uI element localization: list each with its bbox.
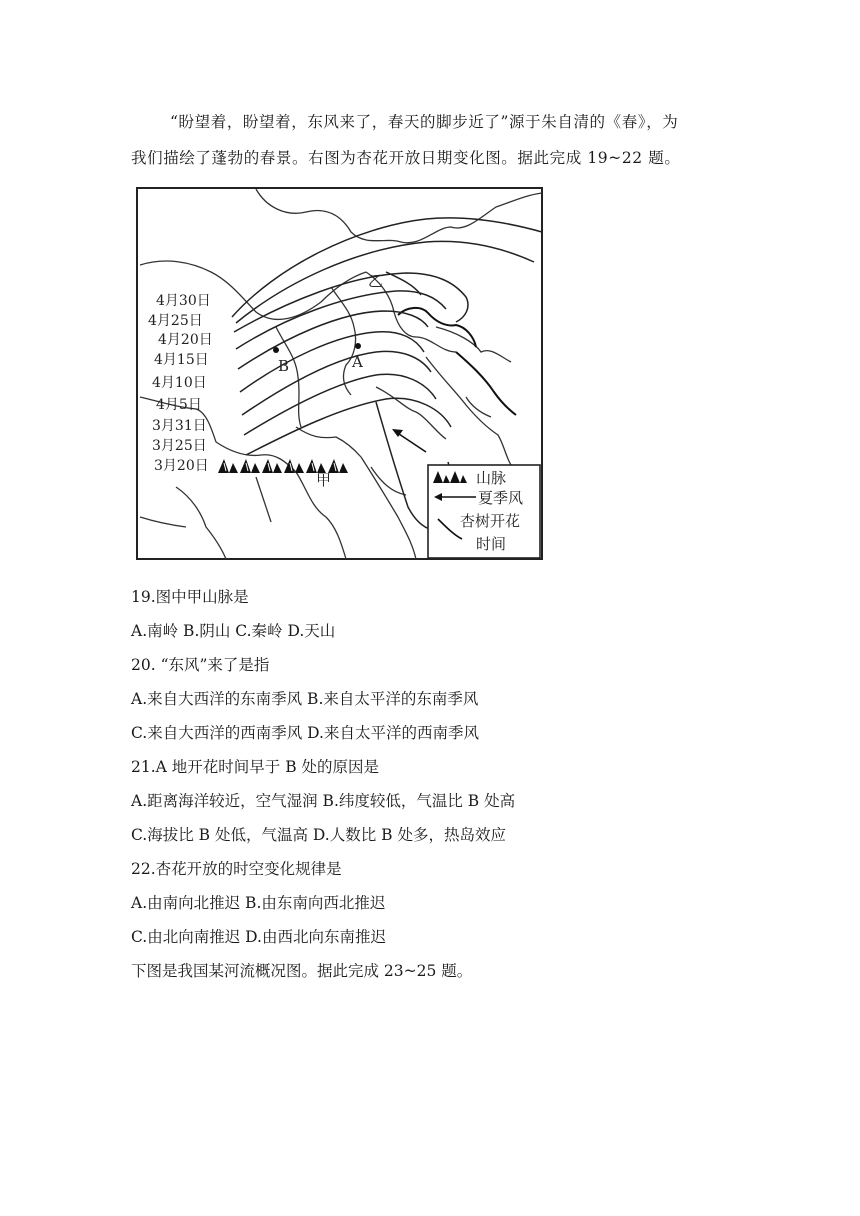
isoline-label: 4月30日 xyxy=(156,293,211,309)
isoline-label: 4月15日 xyxy=(154,352,209,368)
point-a-label: A xyxy=(352,353,363,371)
legend-mountain-label: 山脉 xyxy=(476,469,507,487)
apricot-bloom-map xyxy=(136,187,544,561)
question-21-options-1: A.距离海洋较近，空气湿润 B.纬度较低，气温比 B 处高 xyxy=(131,792,516,810)
question-22-options-2: C.由北向南推迟 D.由西北向东南推迟 xyxy=(131,928,386,946)
isoline-label: 3月20日 xyxy=(154,458,209,474)
question-21-options-2: C.海拔比 B 处低，气温高 D.人数比 B 处多，热岛效应 xyxy=(131,826,506,844)
point-b-label: B xyxy=(278,357,290,375)
question-22-options-1: A.由南向北推迟 B.由东南向西北推迟 xyxy=(131,894,386,912)
isoline-label: 3月25日 xyxy=(152,438,207,454)
question-19: 19.图中甲山脉是 xyxy=(131,588,249,606)
isoline-label: 4月10日 xyxy=(152,375,207,391)
question-21: 21.A 地开花时间早于 B 处的原因是 xyxy=(131,758,380,776)
map-svg xyxy=(136,187,544,561)
legend-monsoon-label: 夏季风 xyxy=(478,489,524,507)
point-b-dot xyxy=(273,347,279,353)
map-legend xyxy=(428,465,540,558)
question-22: 22.杏花开放的时空变化规律是 xyxy=(131,860,342,878)
intro-line-2: 我们描绘了蓬勃的春景。右图为杏花开放日期变化图。据此完成 19~22 题。 xyxy=(131,149,681,167)
question-20-options-1: A.来自大西洋的东南季风 B.来自太平洋的东南季风 xyxy=(131,690,479,708)
isoline-label: 4月25日 xyxy=(148,313,203,329)
question-20: 20. “东风”来了是指 xyxy=(131,656,270,674)
point-a-dot xyxy=(355,343,361,349)
yi-label: 乙 xyxy=(368,272,384,290)
intro-line-1: “盼望着，盼望着，东风来了，春天的脚步近了”源于朱自清的《春》，为 xyxy=(170,113,679,131)
jia-label: 甲 xyxy=(316,471,332,489)
isoline-label: 4月20日 xyxy=(158,332,213,348)
isoline-label: 4月5日 xyxy=(156,397,202,413)
question-20-options-2: C.来自大西洋的西南季风 D.来自太平洋的西南季风 xyxy=(131,724,479,742)
legend-bloom-label-1: 杏树开花 xyxy=(460,512,521,530)
question-19-options: A.南岭 B.阴山 C.秦岭 D.天山 xyxy=(131,622,336,640)
isoline-label: 3月31日 xyxy=(152,418,207,434)
legend-bloom-label-2: 时间 xyxy=(476,535,507,553)
outro-line: 下图是我国某河流概况图。据此完成 23~25 题。 xyxy=(131,962,473,980)
